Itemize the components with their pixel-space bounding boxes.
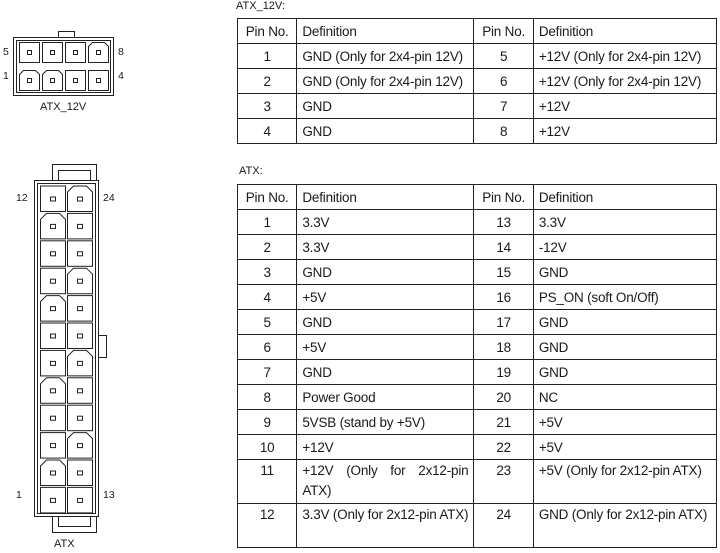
definition-cell: GND xyxy=(533,360,716,385)
definition-cell: +12V (Only for 2x12-pin ATX) xyxy=(297,460,474,504)
definition-cell: GND xyxy=(533,260,716,285)
definition-cell: NC xyxy=(533,385,716,410)
definition-cell: GND (Only for 2x12-pin ATX) xyxy=(533,504,716,548)
pin-number-cell: 1 xyxy=(238,210,297,235)
pin-number-cell: 11 xyxy=(238,460,297,504)
pin-number-cell: 17 xyxy=(474,310,533,335)
pin-number-cell: 10 xyxy=(238,435,297,460)
atx-connector-label: ATX xyxy=(54,538,75,550)
atx12v-label-5: 5 xyxy=(3,46,9,58)
table-row xyxy=(238,310,717,335)
table-row xyxy=(238,94,717,119)
atx12v-label-4: 4 xyxy=(118,70,124,82)
table-header-row xyxy=(238,19,717,44)
table-row xyxy=(238,285,717,310)
pin-number-cell: 23 xyxy=(474,460,533,504)
definition-cell: 3.3V xyxy=(533,210,716,235)
definition-cell: GND (Only for 2x4-pin 12V) xyxy=(297,69,474,94)
definition-cell: +5V (Only for 2x12-pin ATX) xyxy=(533,460,716,504)
definition-cell: GND xyxy=(297,260,474,285)
definition-cell: +12V xyxy=(297,435,474,460)
definition-cell: 5VSB (stand by +5V) xyxy=(297,410,474,435)
column-header: Pin No. xyxy=(238,19,297,44)
definition-cell: +5V xyxy=(297,335,474,360)
table-header-row xyxy=(238,185,717,210)
definition-cell: +12V xyxy=(533,119,716,144)
definition-cell: +5V xyxy=(533,435,716,460)
atx12v-label-8: 8 xyxy=(118,46,124,58)
definition-cell: 3.3V xyxy=(297,210,474,235)
definition-cell: GND xyxy=(297,310,474,335)
pin-number-cell: 18 xyxy=(474,335,533,360)
pin-number-cell: 7 xyxy=(474,94,533,119)
pin-number-cell: 9 xyxy=(238,410,297,435)
pin-number-cell: 2 xyxy=(238,235,297,260)
definition-cell: Power Good xyxy=(297,385,474,410)
definition-cell: +12V (Only for 2x4-pin 12V) xyxy=(533,44,716,69)
definition-cell: 3.3V (Only for 2x12-pin ATX) xyxy=(297,504,474,548)
column-header: Pin No. xyxy=(474,19,533,44)
column-header: Definition xyxy=(533,19,716,44)
atx12v-connector-icon xyxy=(0,28,140,98)
pin-number-cell: 5 xyxy=(474,44,533,69)
pin-number-cell: 3 xyxy=(238,94,297,119)
pin-number-cell: 16 xyxy=(474,285,533,310)
definition-cell: GND xyxy=(297,119,474,144)
pin-number-cell: 1 xyxy=(238,44,297,69)
column-header: Definition xyxy=(533,185,716,210)
pin-number-cell: 2 xyxy=(238,69,297,94)
table-row xyxy=(238,385,717,410)
atx12v-connector-label: ATX_12V xyxy=(40,101,87,113)
pin-number-cell: 5 xyxy=(238,310,297,335)
table-row xyxy=(238,235,717,260)
atx12v-label-1: 1 xyxy=(3,70,9,82)
definition-cell: GND xyxy=(297,94,474,119)
pin-number-cell: 8 xyxy=(474,119,533,144)
table-row xyxy=(238,69,717,94)
pin-number-cell: 3 xyxy=(238,260,297,285)
table-row xyxy=(238,210,717,235)
atx-pin-table xyxy=(237,184,717,548)
pin-number-cell: 6 xyxy=(238,335,297,360)
atx12v-pin-table xyxy=(237,18,717,144)
definition-cell: PS_ON (soft On/Off) xyxy=(533,285,716,310)
table-row xyxy=(238,360,717,385)
definition-cell: GND (Only for 2x4-pin 12V) xyxy=(297,44,474,69)
table-row xyxy=(238,44,717,69)
definition-cell: +12V xyxy=(533,94,716,119)
table-row xyxy=(238,119,717,144)
pin-number-cell: 15 xyxy=(474,260,533,285)
atx-connector-icon xyxy=(0,160,130,535)
pin-number-cell: 14 xyxy=(474,235,533,260)
atx-label-1: 1 xyxy=(16,489,22,501)
pin-number-cell: 12 xyxy=(238,504,297,548)
column-header: Definition xyxy=(297,19,474,44)
table-row xyxy=(238,504,717,548)
definition-cell: GND xyxy=(533,335,716,360)
atx-label-24: 24 xyxy=(103,192,115,204)
table-row xyxy=(238,460,717,504)
table-row xyxy=(238,435,717,460)
atx-table-caption: ATX: xyxy=(239,165,263,177)
pin-number-cell: 24 xyxy=(474,504,533,548)
definition-cell: GND xyxy=(533,310,716,335)
pin-number-cell: 20 xyxy=(474,385,533,410)
definition-cell: -12V xyxy=(533,235,716,260)
table-row xyxy=(238,410,717,435)
definition-cell: +12V (Only for 2x4-pin 12V) xyxy=(533,69,716,94)
definition-cell: 3.3V xyxy=(297,235,474,260)
pin-number-cell: 13 xyxy=(474,210,533,235)
pin-number-cell: 6 xyxy=(474,69,533,94)
column-header: Pin No. xyxy=(238,185,297,210)
table-row xyxy=(238,335,717,360)
pin-number-cell: 4 xyxy=(238,119,297,144)
atx12v-table-caption: ATX_12V: xyxy=(236,0,285,12)
pin-number-cell: 4 xyxy=(238,285,297,310)
definition-cell: +5V xyxy=(533,410,716,435)
definition-cell: +5V xyxy=(297,285,474,310)
definition-cell: GND xyxy=(297,360,474,385)
atx-label-12: 12 xyxy=(16,192,28,204)
table-row xyxy=(238,260,717,285)
pin-number-cell: 19 xyxy=(474,360,533,385)
pin-number-cell: 8 xyxy=(238,385,297,410)
atx-label-13: 13 xyxy=(103,489,115,501)
pin-number-cell: 7 xyxy=(238,360,297,385)
column-header: Pin No. xyxy=(474,185,533,210)
column-header: Definition xyxy=(297,185,474,210)
pin-number-cell: 21 xyxy=(474,410,533,435)
pin-number-cell: 22 xyxy=(474,435,533,460)
